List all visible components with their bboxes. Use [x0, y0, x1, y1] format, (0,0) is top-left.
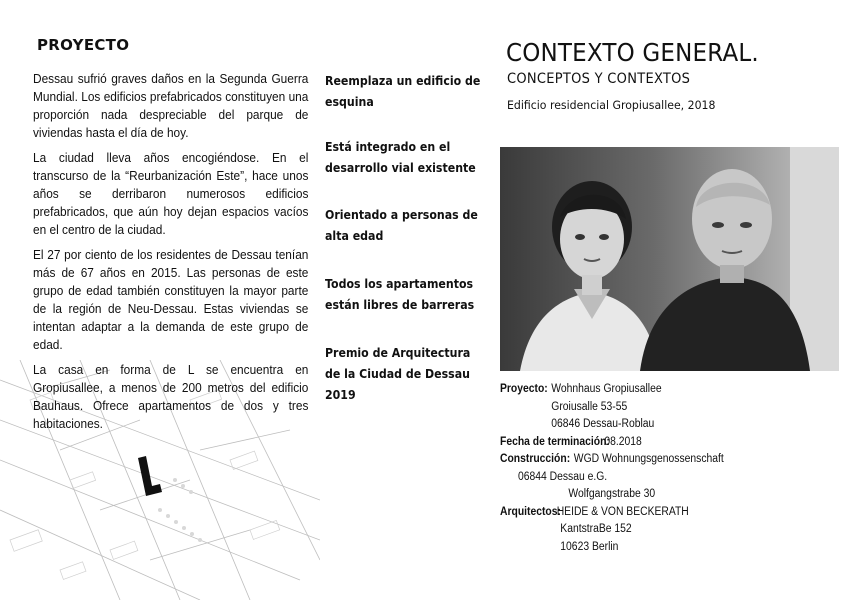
info-value: KantstraBe 152 [560, 523, 632, 535]
paragraph: El 27 por ciento de los residentes de Dessau tenían más de 67 años en 2015. Las personas de este grupo de edad también constituyen la mayor parte de la región de Neu-Dessau. Estas viviendas se intentan adaptar a la demanda de este grupo de edad. [33, 247, 309, 352]
info-value: HEIDE & VON BECKERATH [556, 505, 689, 518]
context-title: CONTEXTO GENERAL. [506, 38, 759, 67]
highlight-item: Está integrado en el desarrollo vial existente [325, 139, 476, 175]
paragraph: La casa en forma de L se encuentra en Gropiusallee, a menos de 200 metros del edificio Bauhaus. Ofrece apartamentos de dos y tres habitaciones. [33, 362, 309, 431]
info-value: WGD Wohnungsgenossenschaft [573, 453, 724, 465]
info-value: 06846 Dessau-Roblau [551, 418, 655, 430]
section-title-proyecto: PROYECTO [37, 36, 130, 54]
architects-photo [500, 147, 839, 371]
info-value: Wolfgangstrabe 30 [568, 488, 656, 500]
paragraph: La ciudad lleva años encogiéndose. En el transcurso de la “Reurbanización Este”, hace unos años se derribaron numerosos edificios prefabricados, que aún hoy dejan espacios vacíos en el centro de la ciudad. [33, 150, 309, 237]
paragraph: Dessau sufrió graves daños en la Segunda Guerra Mundial. Los edificios prefabricados constituyen una proporción nada despreciable del parque de viviendas hasta el día de hoy. [33, 71, 309, 140]
info-value: Wohnhaus Gropiusallee [551, 383, 662, 395]
proyecto-text [33, 70, 308, 440]
info-value: 06844 Dessau e.G. [518, 470, 608, 483]
highlight-item: Premio de Arquitectura de la Ciudad de Dessau 2019 [325, 345, 471, 402]
highlight-item: Orientado a personas de alta edad [325, 207, 478, 243]
info-label-proyecto: Proyecto: [500, 383, 548, 395]
context-subtitle: CONCEPTOS Y CONTEXTOS [507, 71, 691, 87]
highlight-item: Reemplaza un edificio de esquina [325, 73, 481, 109]
info-value: Groiusalle 53-55 [551, 400, 628, 413]
info-label-arquitectos: Arquitectos: [500, 505, 561, 518]
info-value: 08.2018 [604, 435, 642, 448]
photo-caption: Edificio residencial Gropiusallee, 2018 [507, 98, 716, 112]
info-label-terminacion: Fecha de terminación: [500, 435, 610, 448]
highlight-item: Todos los apartamentos están libres de barreras [325, 276, 475, 312]
info-label-construccion: Construcción: [500, 453, 571, 465]
building-marker [138, 456, 162, 496]
info-value: 10623 Berlin [560, 540, 619, 553]
